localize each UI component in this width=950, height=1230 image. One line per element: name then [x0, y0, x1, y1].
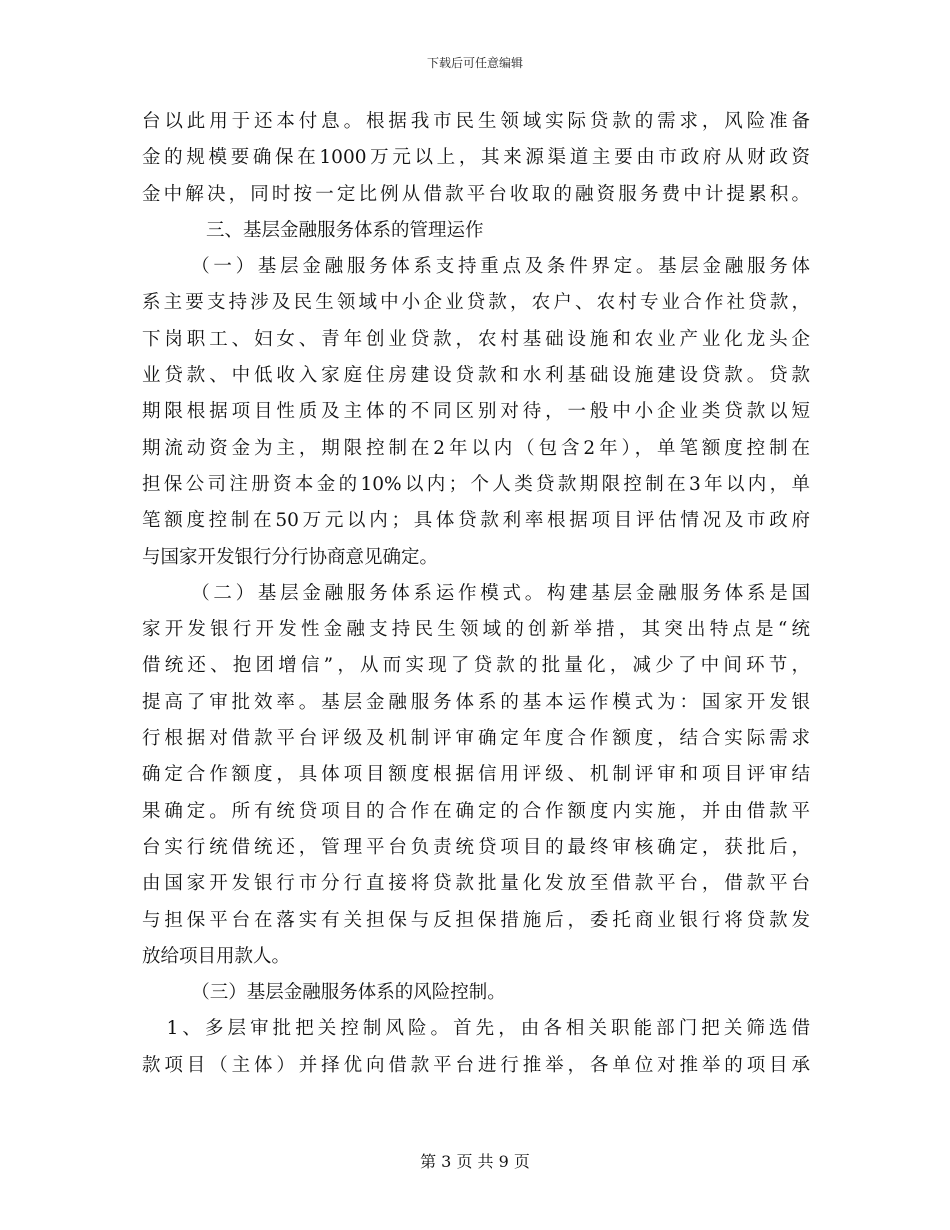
text-line: （二）基层金融服务体系运作模式。构建基层金融服务体系是国 — [191, 582, 810, 604]
text-line: 金中解决，同时按一定比例从借款平台收取的融资服务费中计提累积。 — [142, 183, 810, 205]
text-line: 与担保平台在落实有关担保与反担保措施后，委托商业银行将贷款发 — [142, 909, 810, 931]
text-line: 款项目（主体）并择优向借款平台进行推举，各单位对推举的项目承 — [142, 1054, 810, 1076]
text-line: 期限根据项目性质及主体的不同区别对待，一般中小企业类贷款以短 — [142, 401, 810, 423]
page-number-footer: 第 3 页 共 9 页 — [420, 1152, 530, 1171]
text-line: （三）基层金融服务体系的风险控制。 — [191, 982, 506, 1004]
text-line: 业贷款、中低收入家庭住房建设贷款和水利基础设施建设贷款。贷款 — [142, 365, 810, 387]
text-line: 1、多层审批把关控制风险。首先，由各相关职能部门把关筛选借 — [166, 1018, 810, 1040]
text-line: 台以此用于还本付息。根据我市民生领域实际贷款的需求，风险准备 — [142, 111, 810, 132]
text-line: 行根据对借款平台评级及机制评审确定年度合作额度，结合实际需求 — [142, 728, 810, 750]
text-line: 由国家开发银行市分行直接将贷款批量化发放至借款平台，借款平台 — [142, 873, 810, 895]
text-line: 担保公司注册资本金的10%以内；个人类贷款期限控制在3年以内，单 — [142, 473, 810, 495]
text-line: 提高了审批效率。基层金融服务体系的基本运作模式为：国家开发银 — [142, 691, 810, 713]
page-header-note: 下载后可任意编辑 — [426, 56, 523, 70]
text-line: 金的规模要确保在1000万元以上，其来源渠道主要由市政府从财政资 — [142, 147, 810, 169]
text-line: 期流动资金为主，期限控制在2年以内（包含2年），单笔额度控制在 — [142, 437, 810, 459]
text-line: 放给项目用款人。 — [142, 945, 291, 967]
text-line: 确定合作额度，具体项目额度根据信用评级、机制评审和项目评审结 — [142, 764, 810, 786]
text-line: 台实行统借统还，管理平台负责统贷项目的最终审核确定，获批后， — [142, 836, 810, 858]
text-line: （一）基层金融服务体系支持重点及条件界定。基层金融服务体 — [191, 256, 810, 278]
text-line: 笔额度控制在50万元以内；具体贷款利率根据项目评估情况及市政府 — [142, 510, 810, 532]
text-line: 下岗职工、妇女、青年创业贷款，农村基础设施和农业产业化龙头企 — [142, 328, 810, 350]
text-line: 与国家开发银行分行协商意见确定。 — [142, 546, 439, 568]
text-line: 三、基层金融服务体系的管理运作 — [205, 219, 484, 241]
text-line: 果确定。所有统贷项目的合作在确定的合作额度内实施，并由借款平 — [142, 800, 810, 822]
text-line: 家开发银行开发性金融支持民生领域的创新举措，其突出特点是“统 — [142, 619, 810, 641]
text-line: 借统还、抱团增信”，从而实现了贷款的批量化，减少了中间环节， — [142, 655, 810, 677]
text-line: 系主要支持涉及民生领域中小企业贷款，农户、农村专业合作社贷款， — [142, 292, 810, 314]
document-body — [142, 104, 810, 1084]
